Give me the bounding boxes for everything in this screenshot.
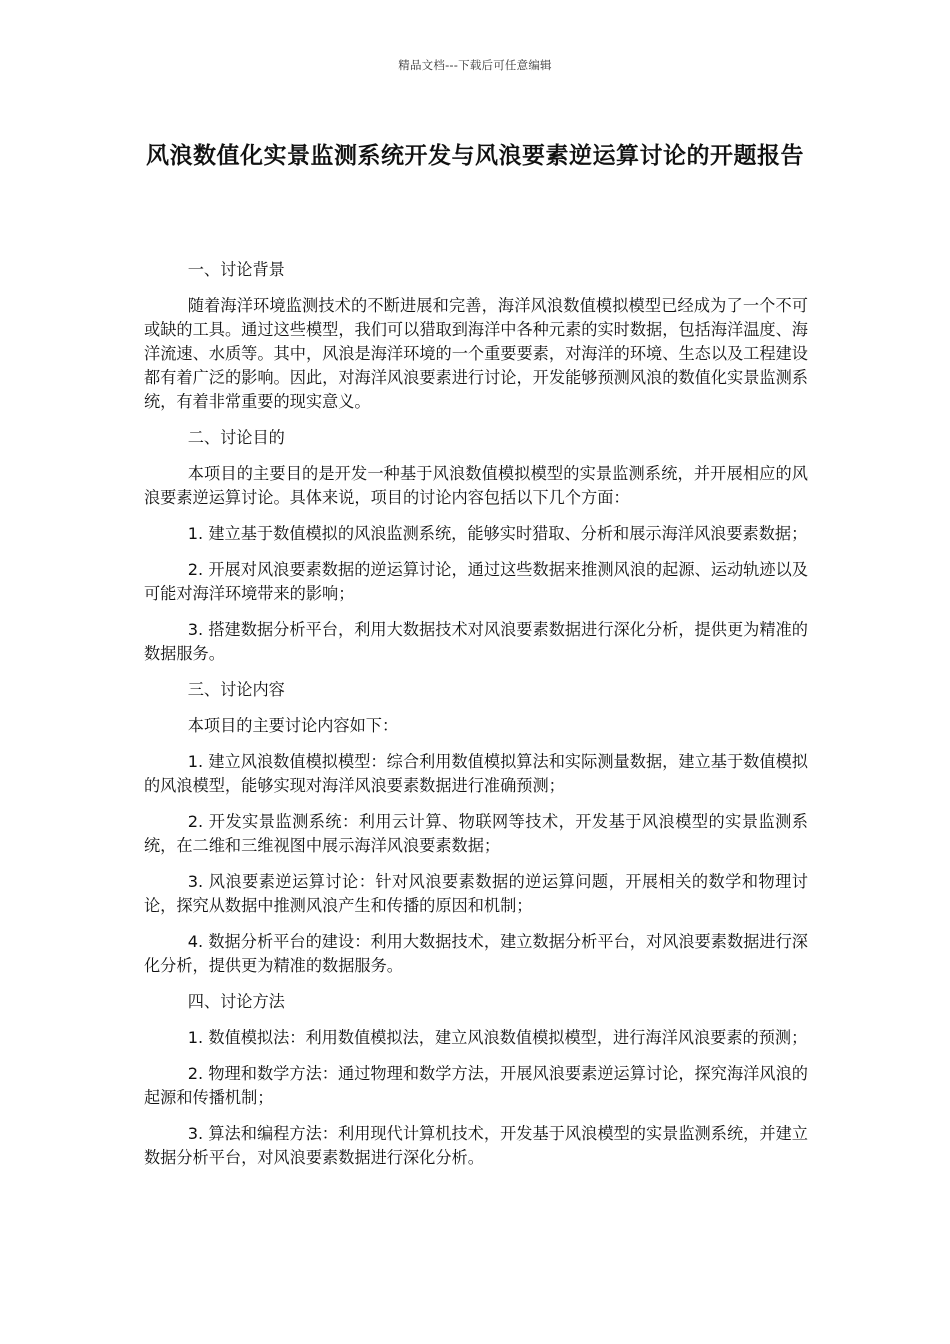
list-item: 3. 算法和编程方法：利用现代计算机技术，开发基于风浪模型的实景监测系统，并建立数据分析平台，对风浪要素数据进行深化分析。 xyxy=(144,1124,808,1167)
list-item: 3. 搭建数据分析平台，利用大数据技术对风浪要素数据进行深化分析，提供更为精准的数据服务。 xyxy=(144,620,808,663)
list-item: 2. 开展对风浪要素数据的逆运算讨论，通过这些数据来推测风浪的起源、运动轨迹以及可能对海洋环境带来的影响； xyxy=(144,560,808,603)
section-heading-methods: 四、讨论方法 xyxy=(187,992,285,1011)
list-item: 1. 建立风浪数值模拟模型：综合利用数值模拟算法和实际测量数据，建立基于数值模拟的风浪模型，能够实现对海洋风浪要素数据进行准确预测； xyxy=(144,752,808,795)
section-heading-purpose: 二、讨论目的 xyxy=(187,428,285,447)
paragraph: 本项目的主要讨论内容如下： xyxy=(187,716,399,735)
document-body xyxy=(144,258,808,1182)
paragraph: 本项目的主要目的是开发一种基于风浪数值模拟模型的实景监测系统，并开展相应的风浪要素逆运算讨论。具体来说，项目的讨论内容包括以下几个方面： xyxy=(144,464,808,507)
section-heading-background: 一、讨论背景 xyxy=(187,260,285,279)
section-heading-content: 三、讨论内容 xyxy=(187,680,285,699)
header-note: 精品文档---下载后可任意编辑 xyxy=(398,58,552,72)
list-item: 2. 物理和数学方法：通过物理和数学方法，开展风浪要素逆运算讨论，探究海洋风浪的起源和传播机制； xyxy=(144,1064,808,1107)
paragraph: 随着海洋环境监测技术的不断进展和完善，海洋风浪数值模拟模型已经成为了一个不可或缺的工具。通过这些模型，我们可以猎取到海洋中各种元素的实时数据，包括海洋温度、海洋流速、水质等。其中，风浪是海洋环境的一个重要要素，对海洋的环境、生态以及工程建设都有着广泛的影响。因此，对海洋风浪要素进行讨论，开发能够预测风浪的数值化实景监测系统，有着非常重要的现实意义。 xyxy=(144,296,808,411)
document-title: 风浪数值化实景监测系统开发与风浪要素逆运算讨论的开题报告 xyxy=(146,143,804,169)
list-item: 4. 数据分析平台的建设：利用大数据技术，建立数据分析平台，对风浪要素数据进行深化分析，提供更为精准的数据服务。 xyxy=(144,932,808,975)
list-item: 2. 开发实景监测系统：利用云计算、物联网等技术，开发基于风浪模型的实景监测系统，在二维和三维视图中展示海洋风浪要素数据； xyxy=(144,812,808,855)
list-item: 3. 风浪要素逆运算讨论：针对风浪要素数据的逆运算问题，开展相关的数学和物理讨论，探究从数据中推测风浪产生和传播的原因和机制； xyxy=(144,872,808,915)
list-item: 1. 数值模拟法：利用数值模拟法，建立风浪数值模拟模型，进行海洋风浪要素的预测； xyxy=(187,1028,808,1047)
list-item: 1. 建立基于数值模拟的风浪监测系统，能够实时猎取、分析和展示海洋风浪要素数据； xyxy=(187,524,808,543)
